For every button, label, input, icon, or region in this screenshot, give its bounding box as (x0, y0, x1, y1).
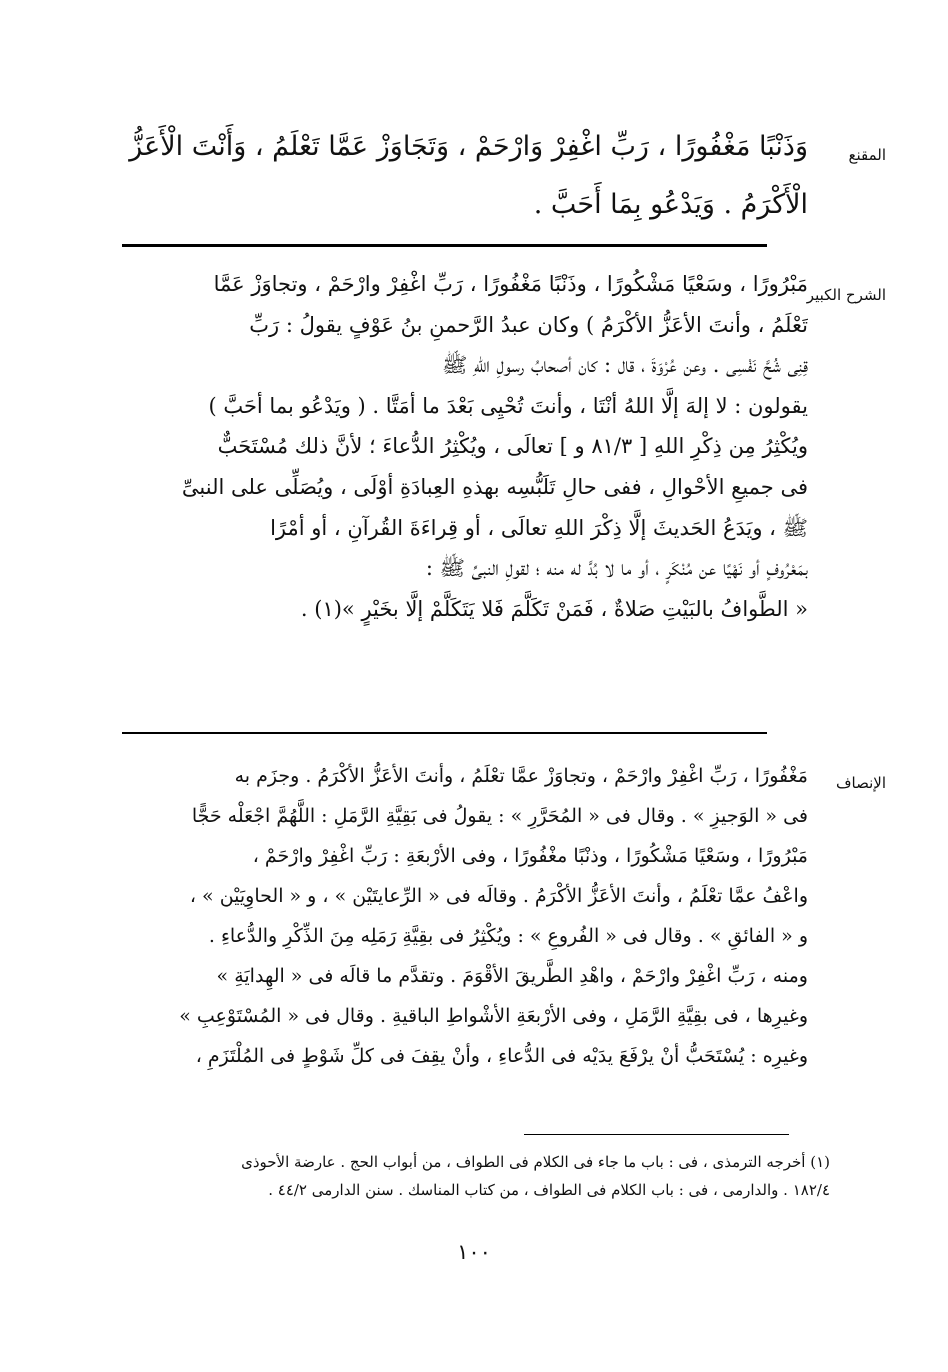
insaf-line: وغيرِه : يُسْتَحَبُّ أنْ يرْفَعَ يدَيْه فى الدُّعاءِ ، وأنْ يقِفَ فى كلِّ شَوْطٍ فى المُلْتَزَمِ ، (195, 1045, 808, 1067)
insaf-line: واعْفُ عمَّا تعْلَمُ ، وأنتَ الأعَزُّ الأكْرَمُ . وقالَه فى « الرِّعايتَيْن » ، و « الحاوِيَيْن » ، (189, 885, 808, 907)
insaf-line: وغيرِها ، فى بقِيَّةِ الرَّمَلِ ، وفى الأرْبعَةِ الأشْواطِ الباقيةِ . وقال فى « المُسْتَوْعِبِ » (179, 1005, 808, 1027)
muqni-text (122, 118, 808, 234)
muqni-line: وَذَنْبًا مَغْفُورًا ، رَبِّ اغْفِرْ وَارْحَمْ ، وَتَجَاوَزْ عَمَّا تَعْلَمُ ، وَأَنْتَ الْأَعَزُّ (129, 131, 808, 162)
footnote (118, 1148, 830, 1204)
sharh-line: فى جميعِ الأحْوالِ ، ففى حالِ تَلَبُّسِه بهذهِ العِبادَةِ أوْلَى ، ويُصَلِّى على النبىِّ (181, 474, 808, 499)
sharh-line: مَبْرُورًا ، وسَعْيًا مَشْكُورًا ، وذَنْبًا مَغْفُورًا ، رَبِّ اغْفِرْ وارْحَمْ ، وتجاوَزْ عَمَّا (213, 272, 808, 296)
insaf-line: ومنه ، رَبِّ اغْفِرْ وارْحَمْ ، واهْدِ الطَّريقَ الأقْوَمَ . وتقدَّم ما قالَه فى « الهِدايَةِ » (216, 965, 808, 987)
sharh-line: « الطَّوافُ بالبَيْتِ صَلاةٌ ، فَمَنْ تَكَلَّمَ فَلا يَتَكَلَّمْ إلَّا بخَيْرٍ »(١) . (300, 596, 808, 621)
sharh-line: ﷺ ، ويَدَعُ الحَديثَ إلَّا ذِكْرَ اللهِ تعالَى ، أو قِراءَةَ القُرآنِ ، أو أمْرًا (270, 515, 808, 540)
insaf-line: و « الفائقِ » . وقال فى « الفُروعِ » : ويُكْثِرُ فى بقِيَّةِ رَمَلِه مِنَ الذِّكْرِ والدُّعاءِ . (208, 925, 808, 947)
sharh-text (118, 264, 808, 629)
sharh-line: يقولون : لا إلهَ إلَّا اللهُ أنْتَا ، وأنتَ تُحْيِى بَعْدَ ما أمَتَّا . ( ويَدْعُو بما أحَبَّ ) (208, 393, 808, 418)
page-number: ١٠٠ (457, 1240, 491, 1264)
muqni-label: المقنع (848, 146, 886, 164)
insaf-line: فى « الوَجيزِ » . وقال فى « المُحَرَّرِ » : يقولُ فى بَقِيَّةِ الرَّمَلِ : اللَّهُمَّ اجْعَلْه حَجًّا (191, 805, 808, 827)
section-divider (122, 732, 767, 734)
insaf-label: الإنصاف (835, 774, 886, 792)
footnote-separator (524, 1134, 789, 1135)
sharh-line: تَعْلَمُ ، وأنتَ الأعَزُّ الأكْرَمُ ) وكان عبدُ الرَّحمنِ بنُ عَوْفٍ يقولُ : رَبِّ (249, 312, 808, 337)
sharh-line: ويُكْثِرُ مِن ذِكْرِ اللهِ [ ٨١/٣ و ] تعالَى ، ويُكْثِرُ الدُّعاءَ ؛ لأنَّ ذلك مُسْتَحَبٌّ (217, 434, 808, 459)
section-divider (122, 244, 767, 247)
insaf-text (118, 756, 808, 1076)
muqni-line: الْأَكْرَمُ . وَيَدْعُو بِمَا أَحَبَّ . (533, 189, 808, 220)
sharh-line: بمَعْرُوفٍ أو نَهْيًا عن مُنْكَرٍ ، أو ما لا بُدَّ له منه ؛ لقولِ النبىِّ ﷺ : (425, 556, 808, 581)
insaf-line: مَبْرُورًا ، وسَعْيًا مَشْكُورًا ، وذنْبًا مغْفُورًا ، وفى الأرْبعَةِ : رَبِّ اغْفِرْ وارْحَمْ ، (252, 845, 808, 867)
sharh-label: الشرح الكبير (806, 286, 886, 304)
insaf-line: مَغْفُورًا ، رَبِّ اغْفِرْ وارْحَمْ ، وتجاوَزْ عمَّا تعْلَمُ ، وأنتَ الأعَزُّ الأكْرَمُ . وجزَم به (234, 765, 808, 787)
footnote-line: ١٨٢/٤ . والدارمى ، فى : باب الكلام فى الطواف ، من كتاب المناسك . سنن الدارمى ٤٤/٢ . (268, 1181, 830, 1199)
footnote-line: (١) أخرجه الترمذى ، فى : باب ما جاء فى الكلام فى الطواف ، من أبواب الحج . عارضة الأحوذى (241, 1153, 830, 1171)
sharh-line: قِنِى شُحَّ نَفْسِى . وعن عُرْوَةَ ، قال : كان أصحابُ رسولِ اللهِ ﷺ (441, 353, 808, 378)
